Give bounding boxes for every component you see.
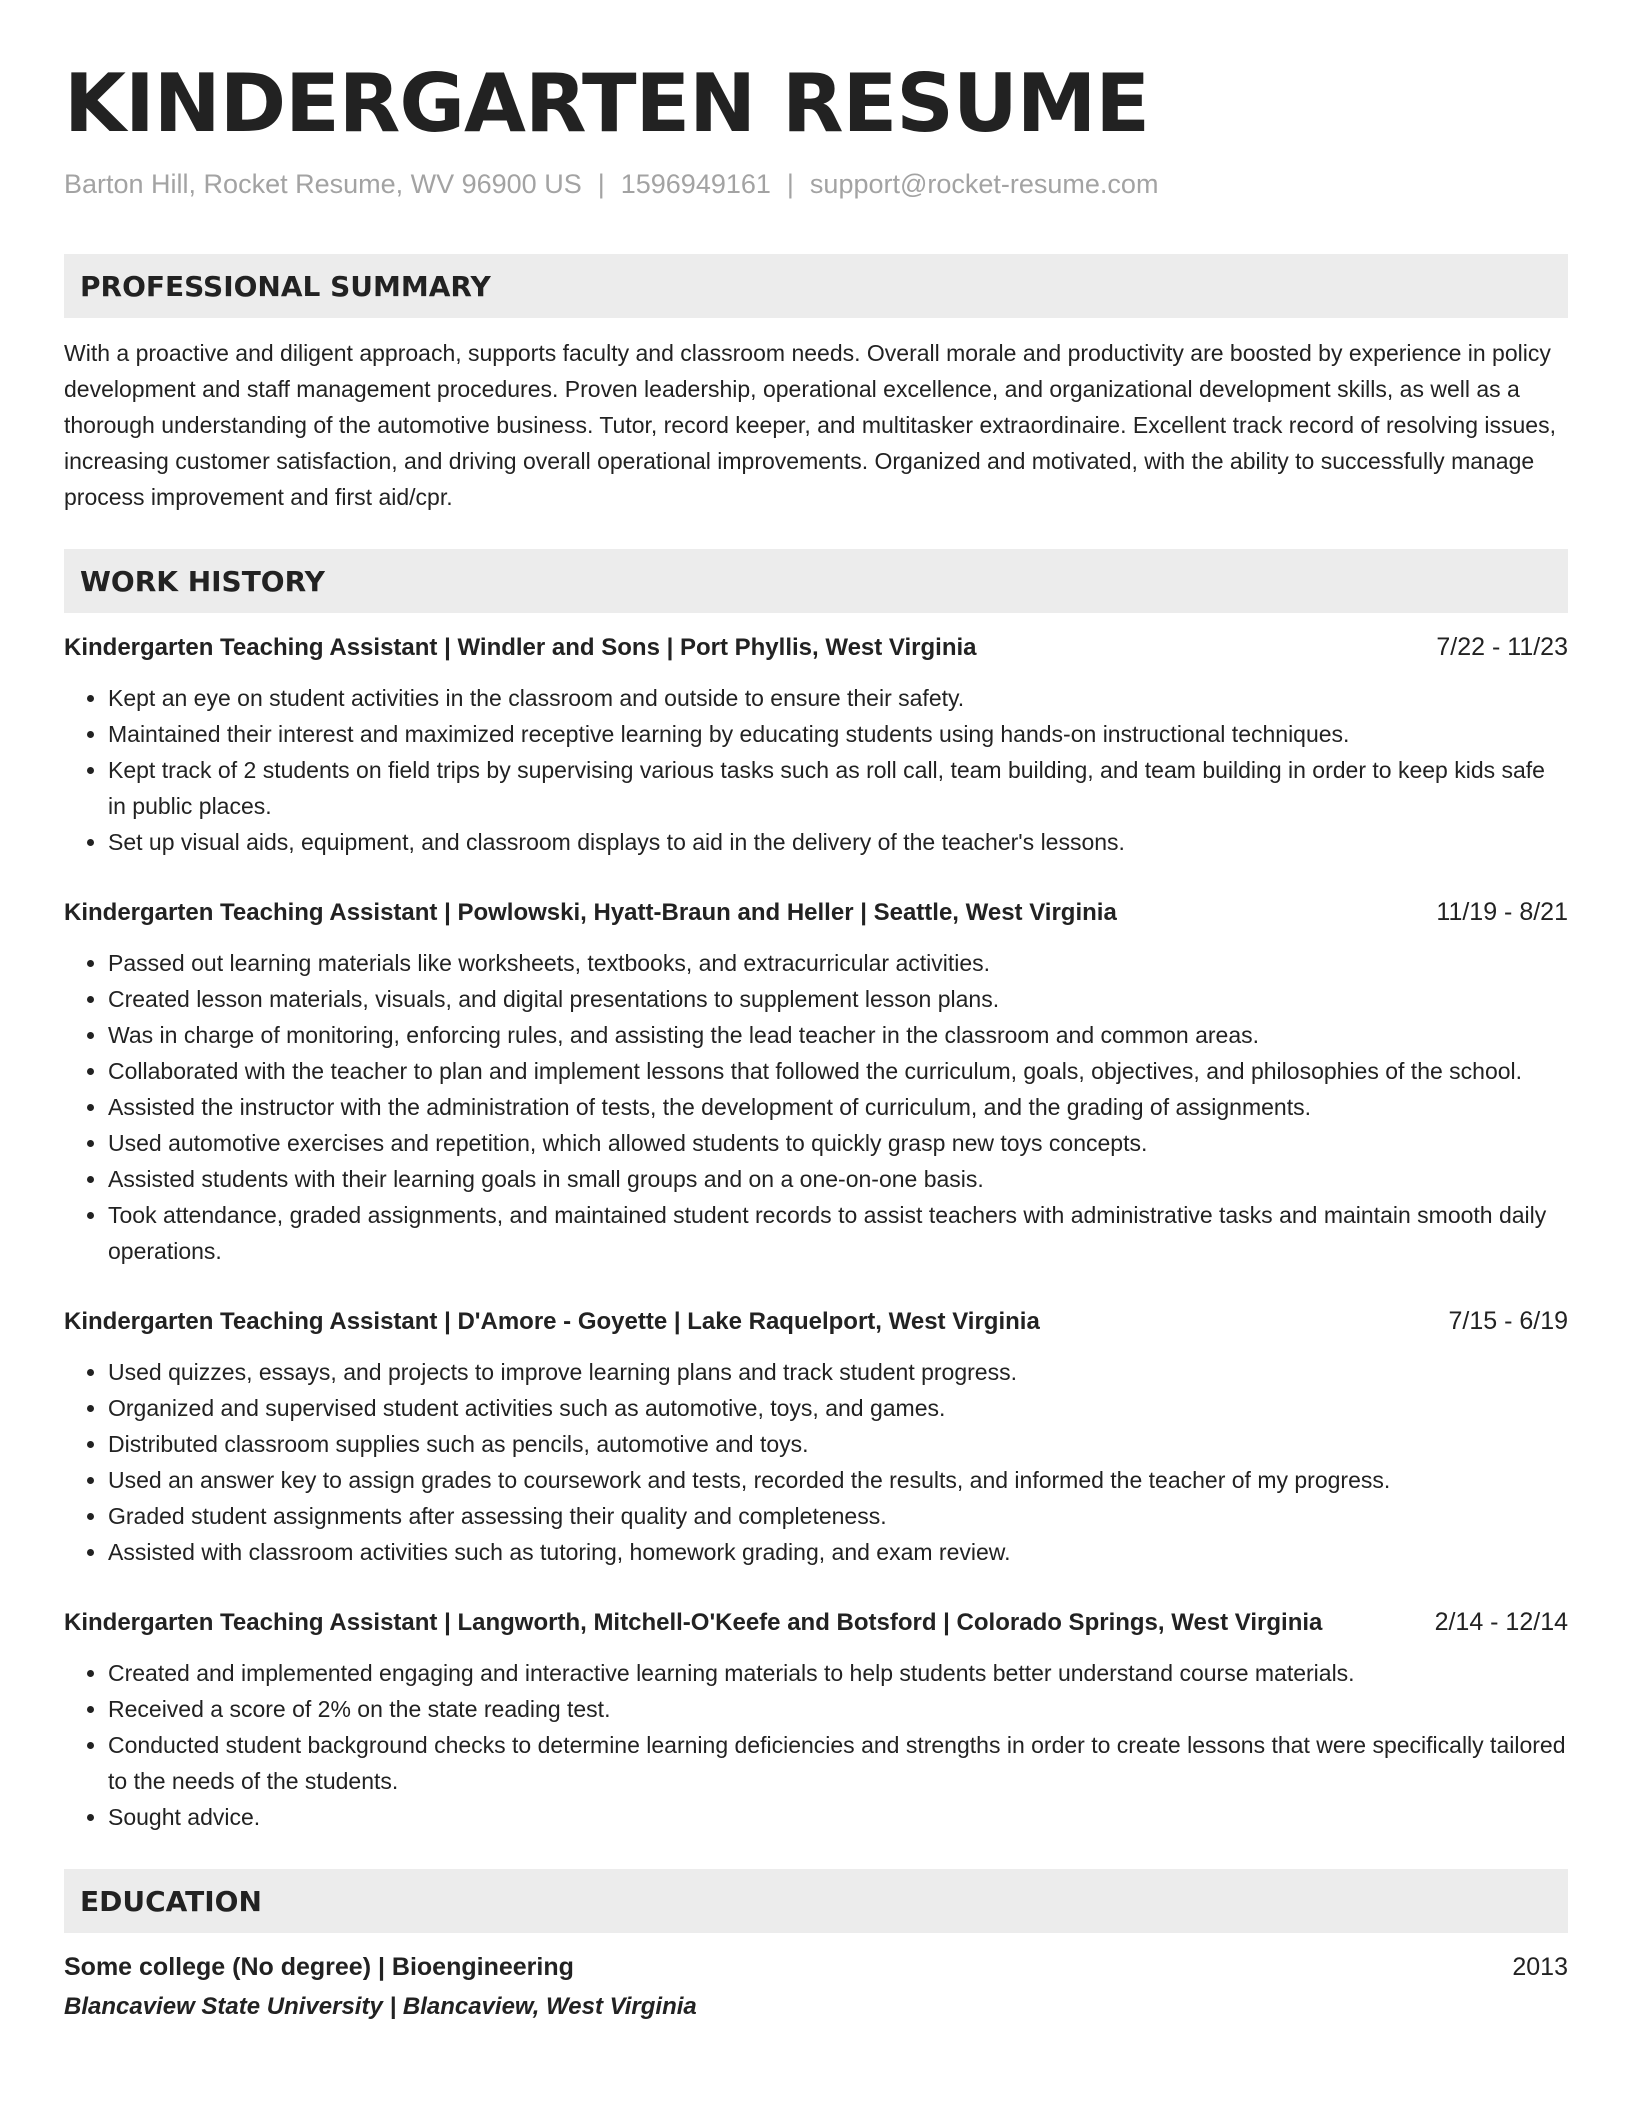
job-dates: 11/19 - 8/21 <box>1436 898 1568 926</box>
bullet-item: • Passed out learning materials like worksheets, textbooks, and extracurricular activities. <box>108 945 1568 981</box>
contact-separator: | <box>786 169 794 199</box>
bullet-item: • Distributed classroom supplies such as pencils, automotive and toys. <box>108 1426 1568 1462</box>
bullet-item: • Used quizzes, essays, and projects to improve learning plans and track student progress. <box>108 1354 1568 1390</box>
job-header <box>64 894 1568 931</box>
job-entry <box>64 894 1568 1269</box>
contact-phone: 1596949161 <box>620 169 771 199</box>
summary-text: With a proactive and diligent approach, supports faculty and classroom needs. Overall morale and productivity are boosted by experience in policy development and staff management procedures. Proven leadership, operational excellence, and organizational development skills, as well as a thorough understanding of the automotive business. Tutor, record keeper, and multitasker extraordinaire. Excellent track record of resolving issues, increasing customer satisfaction, and driving overall operational improvements. Organized and motivated, with the ability to successfully manage process improvement and first aid/cpr. <box>64 340 1556 510</box>
bullet-item: • Assisted students with their learning goals in small groups and on a one-on-one basis. <box>108 1161 1568 1197</box>
resume-page <box>64 54 1568 2025</box>
bullet-item: • Assisted with classroom activities such as tutoring, homework grading, and exam review. <box>108 1534 1568 1570</box>
summary-heading: PROFESSIONAL SUMMARY <box>64 254 1568 318</box>
bullet-item: • Collaborated with the teacher to plan and implement lessons that followed the curriculum, goals, objectives, and philosophies of the school. <box>108 1053 1568 1089</box>
job-bullets <box>64 1655 1568 1835</box>
job-bullets <box>64 1354 1568 1570</box>
contact-email: support@rocket-resume.com <box>809 169 1159 199</box>
job-header <box>64 1604 1568 1641</box>
bullet-item: • Conducted student background checks to determine learning deficiencies and strengths in order to create lessons that were specifically tailored to the needs of the students. <box>108 1727 1568 1799</box>
job-dates: 2/14 - 12/14 <box>1434 1608 1568 1636</box>
education-header <box>64 1949 1568 1985</box>
job-entry <box>64 1604 1568 1835</box>
work-history-heading: WORK HISTORY <box>64 549 1568 613</box>
bullet-item: • Created and implemented engaging and interactive learning materials to help students better understand course materials. <box>108 1655 1568 1691</box>
education-degree: Some college (No degree) | Bioengineering <box>64 1953 574 1981</box>
contact-separator: | <box>597 169 605 199</box>
bullet-item: • Maintained their interest and maximized receptive learning by educating students using hands-on instructional techniques. <box>108 716 1568 752</box>
job-title: Kindergarten Teaching Assistant | Windler and Sons | Port Phyllis, West Virginia <box>64 634 977 661</box>
job-entry <box>64 629 1568 860</box>
job-dates: 7/22 - 11/23 <box>1436 633 1568 661</box>
education-school: Blancaview State University | Blancaview, West Virginia <box>64 1993 697 2020</box>
bullet-item: • Set up visual aids, equipment, and classroom displays to aid in the delivery of the teacher's lessons. <box>108 824 1568 860</box>
bullet-item: • Assisted the instructor with the administration of tests, the development of curriculum, and the grading of assignments. <box>108 1089 1568 1125</box>
bullet-item: • Created lesson materials, visuals, and digital presentations to supplement lesson plans. <box>108 981 1568 1017</box>
job-title: Kindergarten Teaching Assistant | D'Amore - Goyette | Lake Raquelport, West Virginia <box>64 1308 1040 1335</box>
contact-address: Barton Hill, Rocket Resume, WV 96900 US <box>64 169 582 199</box>
bullet-item: • Was in charge of monitoring, enforcing rules, and assisting the lead teacher in the classroom and common areas. <box>108 1017 1568 1053</box>
education-year: 2013 <box>1512 1953 1568 1981</box>
job-entry <box>64 1303 1568 1570</box>
bullet-item: • Kept track of 2 students on field trips by supervising various tasks such as roll call, team building, and team building in order to keep kids safe in public places. <box>108 752 1568 824</box>
job-header <box>64 1303 1568 1340</box>
job-dates: 7/15 - 6/19 <box>1448 1307 1568 1335</box>
education-heading: EDUCATION <box>64 1869 1568 1933</box>
job-title: Kindergarten Teaching Assistant | Langworth, Mitchell-O'Keefe and Botsford | Colorado Springs, West Virginia <box>64 1609 1323 1636</box>
job-title: Kindergarten Teaching Assistant | Powlowski, Hyatt-Braun and Heller | Seattle, West Virginia <box>64 899 1117 926</box>
job-bullets <box>64 945 1568 1269</box>
bullet-item: • Organized and supervised student activities such as automotive, toys, and games. <box>108 1390 1568 1426</box>
education-entry <box>64 1949 1568 2025</box>
bullet-item: • Sought advice. <box>108 1799 1568 1835</box>
job-header <box>64 629 1568 666</box>
bullet-item: • Used an answer key to assign grades to coursework and tests, recorded the results, and informed the teacher of my progress. <box>108 1462 1568 1498</box>
bullet-item: • Kept an eye on student activities in the classroom and outside to ensure their safety. <box>108 680 1568 716</box>
bullet-item: • Graded student assignments after assessing their quality and completeness. <box>108 1498 1568 1534</box>
bullet-item: • Received a score of 2% on the state reading test. <box>108 1691 1568 1727</box>
bullet-item: • Used automotive exercises and repetition, which allowed students to quickly grasp new toys concepts. <box>108 1125 1568 1161</box>
bullet-item: • Took attendance, graded assignments, and maintained student records to assist teachers with administrative tasks and maintain smooth daily operations. <box>108 1197 1568 1269</box>
contact-line <box>64 166 1568 202</box>
job-bullets <box>64 680 1568 860</box>
resume-name: KINDERGARTEN RESUME <box>64 57 1150 150</box>
